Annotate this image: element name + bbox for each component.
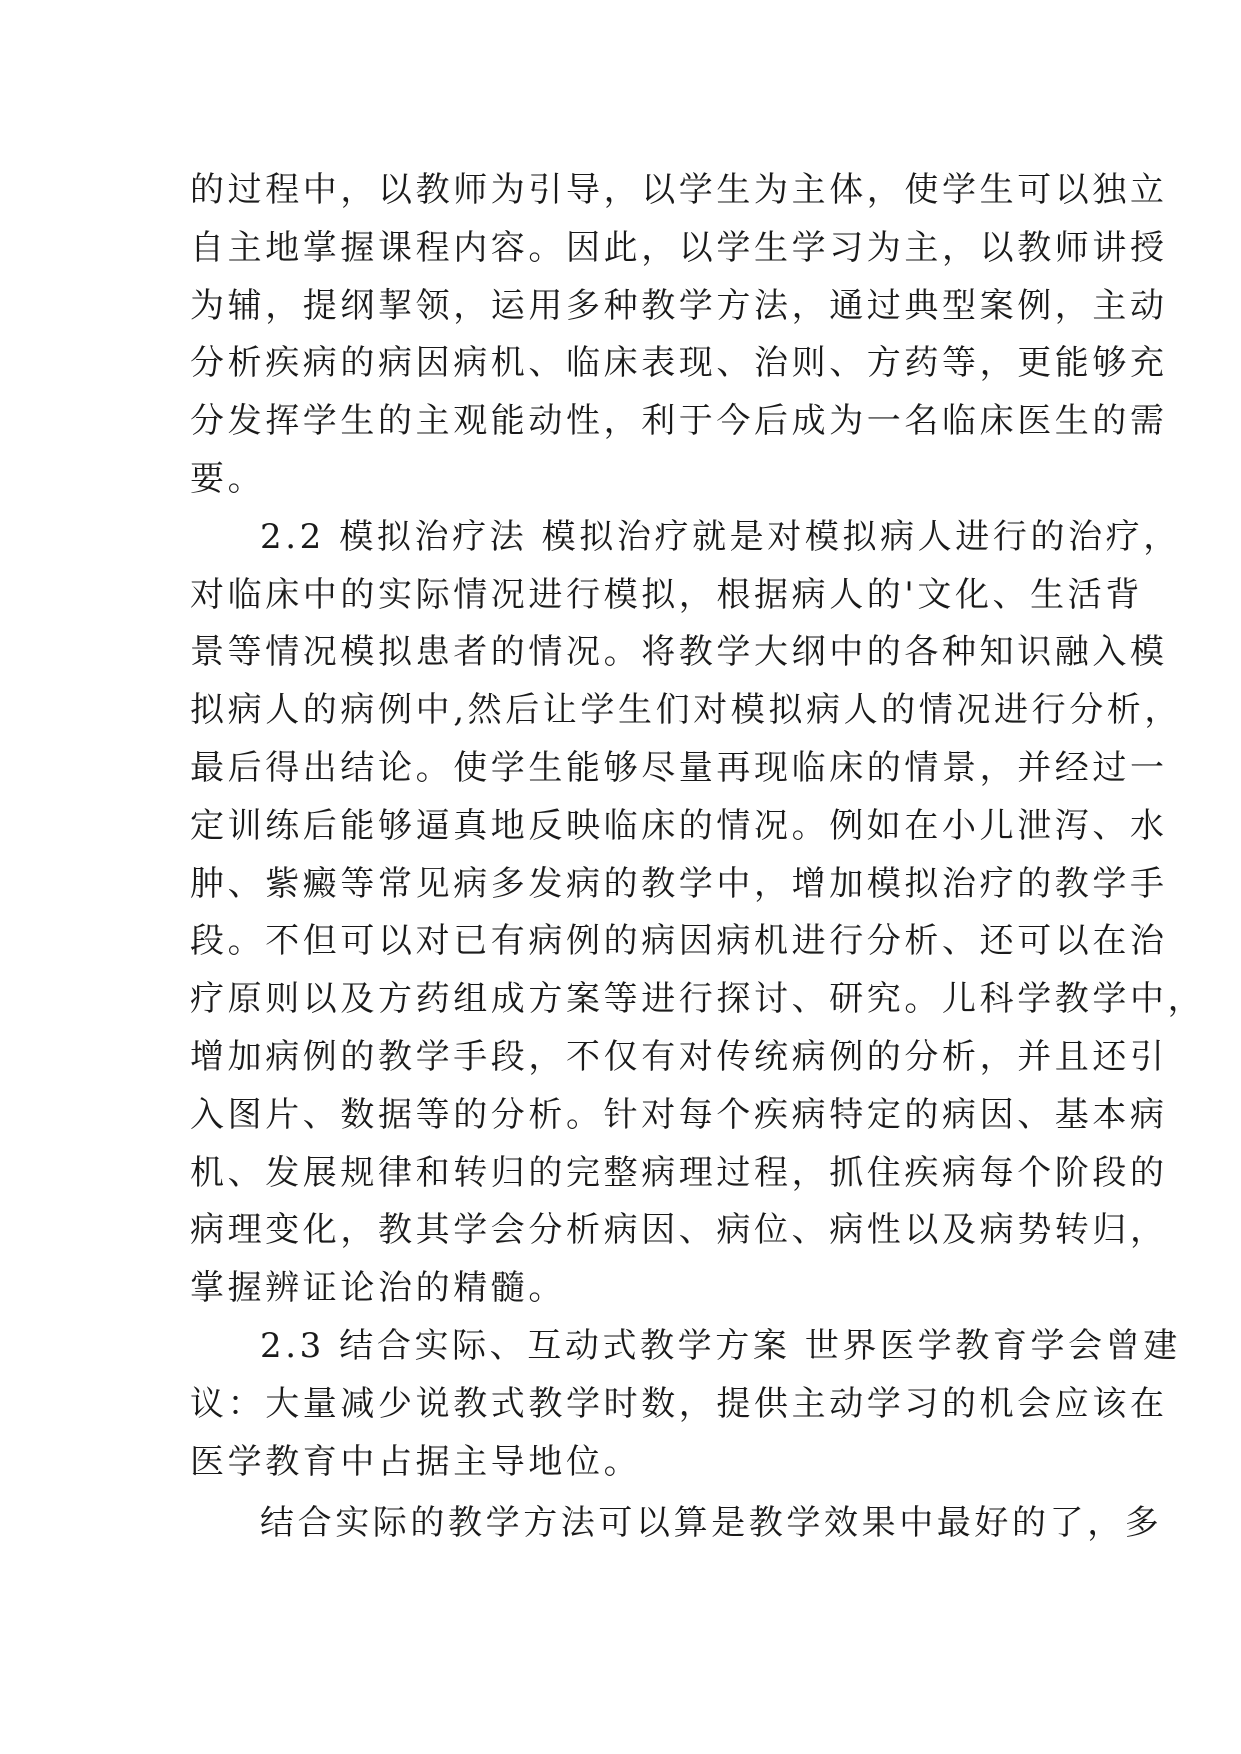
text-line: 结合实际的教学方法可以算是教学效果中最好的了，多 — [260, 1503, 1163, 1544]
text-line: 议：大量减少说教式教学时数，提供主动学习的机会应该在 — [190, 1383, 1168, 1424]
text-line: 最后得出结论。使学生能够尽量再现临床的情景，并经过一 — [190, 747, 1168, 788]
text-line: 病理变化，教其学会分析病因、病位、病性以及病势转归， — [190, 1210, 1168, 1251]
section-heading-line: 2.3 结合实际、互动式教学方案 世界医学教育学会曾建 — [260, 1325, 1181, 1366]
text-line: 分析疾病的病因病机、临床表现、治则、方药等，更能够充 — [190, 343, 1168, 384]
text-line: 定训练后能够逼真地反映临床的情况。例如在小儿泄泻、水 — [190, 805, 1168, 846]
text-line: 肿、紫癜等常见病多发病的教学中，增加模拟治疗的教学手 — [190, 863, 1168, 904]
text-line: 景等情况模拟患者的情况。将教学大纲中的各种知识融入模 — [190, 632, 1168, 673]
text-line: 掌握辨证论治的精髓。 — [190, 1268, 566, 1309]
text-line: 机、发展规律和转归的完整病理过程，抓住疾病每个阶段的 — [190, 1152, 1168, 1193]
text-line: 对临床中的实际情况进行模拟，根据病人的'文化、生活背 — [190, 574, 1143, 615]
text-line: 段。不但可以对已有病例的病因病机进行分析、还可以在治 — [190, 921, 1168, 962]
text-line: 要。 — [190, 458, 266, 499]
text-line: 分发挥学生的主观能动性，利于今后成为一名临床医生的需 — [190, 401, 1168, 442]
text-line: 的过程中，以教师为引导，以学生为主体，使学生可以独立 — [190, 170, 1168, 210]
body-text — [190, 162, 1206, 1553]
section-heading-line: 2.2 模拟治疗法 模拟治疗就是对模拟病人进行的治疗， — [260, 516, 1181, 557]
text-line: 疗原则以及方药组成方案等进行探讨、研究。儿科学教学中， — [190, 979, 1206, 1020]
text-line: 增加病例的教学手段，不仅有对传统病例的分析，并且还引 — [190, 1036, 1168, 1077]
text-line: 自主地掌握课程内容。因此，以学生学习为主，以教师讲授 — [190, 227, 1168, 268]
text-line: 医学教育中占据主导地位。 — [190, 1441, 642, 1482]
text-line: 入图片、数据等的分析。针对每个疾病特定的病因、基本病 — [190, 1094, 1168, 1135]
text-line: 拟病人的病例中,然后让学生们对模拟病人的情况进行分析， — [190, 690, 1183, 731]
text-line: 为辅，提纲挈领，运用多种教学方法，通过典型案例，主动 — [190, 285, 1168, 326]
